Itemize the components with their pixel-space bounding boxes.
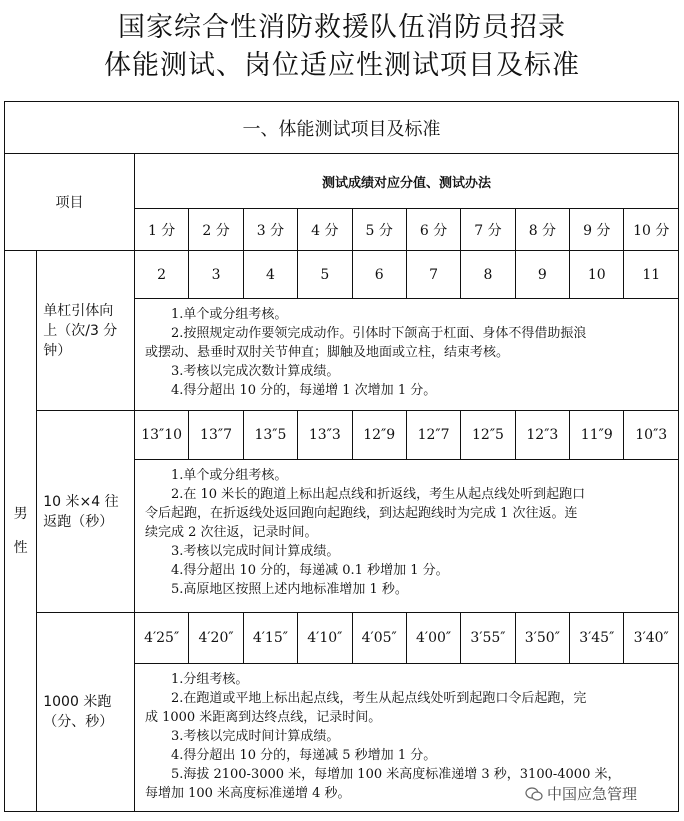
note-line: 1.单个或分组考核。 [170, 307, 288, 322]
note-line: 2.按照规定动作要领完成动作。引体时下颌高于杠面、身体不得借助振浪 [170, 326, 587, 341]
score-value: 9 [515, 251, 569, 299]
scoring-header: 测试成绩对应分值、测试办法 [134, 154, 678, 209]
score-value: 4′00″ [406, 613, 460, 664]
score-value: 2 [134, 251, 188, 299]
note-line: 1.分组考核。 [170, 672, 249, 687]
score-value: 12″5 [461, 411, 515, 460]
note-line: 1.单个或分组考核。 [170, 468, 288, 483]
note-line: 每增加 100 米高度标准递增 4 秒。 [144, 786, 351, 801]
note-line: 3.考核以完成次数计算成绩。 [170, 364, 340, 379]
score-value: 4′25″ [134, 613, 188, 664]
score-value: 4′20″ [189, 613, 243, 664]
score-value: 12″3 [515, 411, 569, 460]
watermark [525, 783, 637, 804]
score-value: 5 [298, 251, 352, 299]
score-value: 12″7 [406, 411, 460, 460]
item-name-line: 返跑（秒） [43, 513, 114, 530]
test-method-notes [134, 299, 678, 411]
note-line: 或摆动、悬垂时双肘关节伸直；脚触及地面或立柱，结束考核。 [144, 345, 509, 360]
score-header: 8 分 [515, 209, 569, 251]
document-title-line-2: 体能测试、岗位适应性测试项目及标准 [104, 50, 580, 81]
section-heading: 一、体能测试项目及标准 [5, 102, 679, 154]
score-value: 13″10 [134, 411, 188, 460]
score-value: 4′05″ [352, 613, 406, 664]
score-value: 3′55″ [461, 613, 515, 664]
item-name-line: 1000 米跑 [43, 694, 112, 710]
score-value: 3′40″ [624, 613, 679, 664]
watermark-text: 中国应急管理 [547, 785, 638, 803]
project-header: 项目 [5, 154, 135, 251]
note-line: 2.在 10 米长的跑道上标出起点线和折返线，考生从起点线处听到起跑口 [170, 487, 586, 502]
score-value: 12″9 [352, 411, 406, 460]
item-name-shuttle-run [37, 411, 135, 613]
item-name-line: 10 米×4 往 [43, 493, 119, 510]
note-line: 续完成 2 次往返，记录时间。 [144, 525, 318, 540]
item-name-line: （分、秒） [43, 714, 114, 730]
score-value: 13″3 [298, 411, 352, 460]
score-value: 10 [570, 251, 624, 299]
note-line: 令后起跑，在折返线处返回跑向起跑线，到达起跑线时为完成 1 次往返。连 [144, 506, 578, 521]
item-name-1000m-run [37, 613, 135, 812]
gender-char: 男 [13, 506, 28, 522]
score-value: 13″7 [189, 411, 243, 460]
score-header: 7 分 [461, 209, 515, 251]
gender-cell [5, 251, 37, 812]
score-value: 3′45″ [570, 613, 624, 664]
score-header: 9 分 [570, 209, 624, 251]
test-method-notes [134, 460, 678, 613]
score-value: 13″5 [243, 411, 297, 460]
score-header: 10 分 [624, 209, 679, 251]
note-line: 成 1000 米距离到达终点线，记录时间。 [144, 710, 382, 725]
score-value: 4′10″ [298, 613, 352, 664]
score-value: 4′15″ [243, 613, 297, 664]
score-header: 6 分 [406, 209, 460, 251]
item-name-line: 钟） [43, 342, 72, 359]
note-line: 5.海拔 2100-3000 米，每增加 100 米高度标准递增 3 秒，3100-4000 米， [170, 767, 621, 782]
score-value: 11 [624, 251, 679, 299]
score-value: 6 [352, 251, 406, 299]
item-name-line: 上（次/3 分 [43, 322, 118, 339]
note-line: 2.在跑道或平地上标出起点线，考生从起点线处听到起跑口令后起跑，完 [170, 691, 587, 706]
score-value: 11″9 [570, 411, 624, 460]
score-value: 3′50″ [515, 613, 569, 664]
note-line: 4.得分超出 10 分的，每递增 1 次增加 1 分。 [170, 383, 437, 398]
document-title-line-1: 国家综合性消防救援队伍消防员招录 [118, 12, 566, 43]
score-header: 1 分 [134, 209, 188, 251]
score-value: 8 [461, 251, 515, 299]
chat-bubble-icon [525, 787, 543, 801]
standards-table [4, 101, 679, 812]
score-header: 4 分 [298, 209, 352, 251]
score-value: 3 [189, 251, 243, 299]
score-value: 7 [406, 251, 460, 299]
score-header: 3 分 [243, 209, 297, 251]
item-name-line: 单杠引体向 [43, 302, 114, 319]
score-value: 4 [243, 251, 297, 299]
score-value: 10″3 [624, 411, 679, 460]
item-name-pullup [37, 251, 135, 411]
note-line: 3.考核以完成时间计算成绩。 [170, 544, 340, 559]
score-header: 2 分 [189, 209, 243, 251]
note-line: 5.高原地区按照上述内地标准增加 1 秒。 [170, 582, 408, 597]
note-line: 4.得分超出 10 分的，每递减 5 秒增加 1 分。 [170, 748, 437, 763]
score-header: 5 分 [352, 209, 406, 251]
note-line: 4.得分超出 10 分的，每递减 0.1 秒增加 1 分。 [170, 563, 449, 578]
gender-char: 性 [13, 540, 28, 556]
note-line: 3.考核以完成时间计算成绩。 [170, 729, 340, 744]
